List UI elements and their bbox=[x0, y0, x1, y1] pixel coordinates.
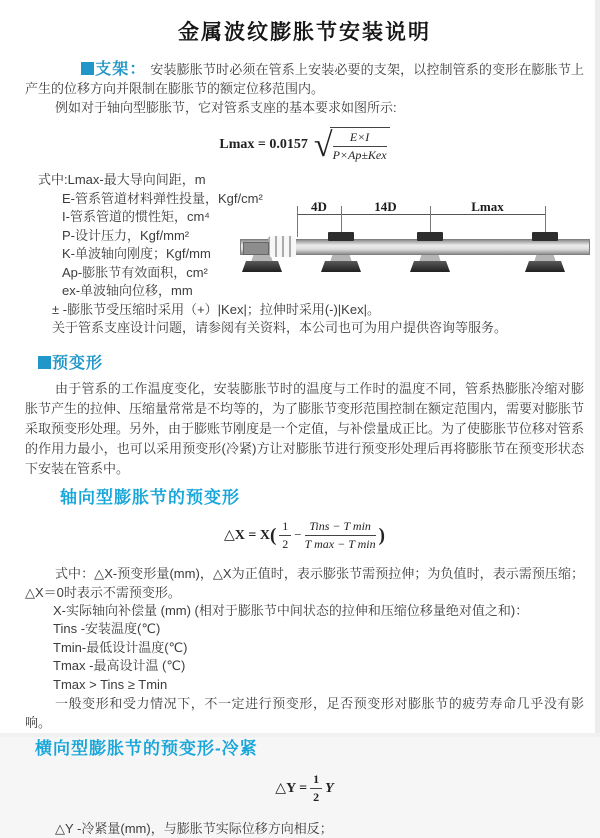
axial-item: Tmin-最低设计温度(℃) bbox=[53, 639, 188, 655]
blue-square-icon bbox=[81, 62, 94, 75]
axial-item: Tins -安装温度(℃) bbox=[53, 621, 161, 636]
fraction-denominator: 2 bbox=[282, 536, 289, 551]
fraction-numerator: 1 bbox=[310, 772, 322, 789]
lateral-subsection-heading: 横向型膨胀节的预变形-冷紧 bbox=[35, 739, 258, 758]
blue-square-icon bbox=[38, 356, 51, 369]
support-base bbox=[242, 261, 282, 272]
lmax-formula-numerator: E×I bbox=[333, 130, 387, 147]
lmax-formula-denominator: P×Ap±Kex bbox=[332, 148, 387, 162]
axial-formula bbox=[25, 519, 584, 552]
where-line: 式中:Lmax-最大导向间距，m bbox=[38, 172, 206, 187]
lateral-formula-lhs: △Y = bbox=[275, 781, 308, 796]
fraction-numerator: Tins − T min bbox=[305, 519, 376, 536]
half-fraction bbox=[279, 519, 291, 552]
support-example-line: 例如对于轴向型膨胀节，它对管系支座的基本要求如图所示: bbox=[55, 100, 397, 115]
pipe-clamp bbox=[417, 232, 443, 241]
lmax-formula-radicand bbox=[330, 127, 390, 163]
definition-item: ex-单波轴向位移，mm bbox=[62, 283, 193, 298]
dim-label-4d: 4D bbox=[311, 199, 327, 214]
pipe-clamp bbox=[532, 232, 558, 241]
support-base bbox=[525, 261, 565, 272]
pipe-clamp bbox=[328, 232, 354, 241]
lateral-formula bbox=[25, 772, 584, 805]
definition-item: Ap-膨胀节有效面积，cm² bbox=[62, 264, 208, 280]
definition-item: I-管系管道的惯性矩，cm⁴ bbox=[62, 209, 210, 224]
lateral-formula-rhs: Y bbox=[325, 780, 334, 796]
axial-where-paragraph: 式中：△X-预变形量(mm)，△X为正值时，表示膨张节需预拉伸；为负值时，表示需预压缩；△X＝0时表示不需预变形。 bbox=[25, 565, 584, 600]
lateral-note-line: △Y -冷紧量(mm)，与膨胀节实际位移方向相反； bbox=[55, 821, 333, 836]
radical-sign-icon: √ bbox=[313, 127, 333, 164]
half-fraction bbox=[310, 772, 322, 805]
definition-item: K-单波轴向刚度；Kgf/mm bbox=[62, 246, 211, 261]
axial-formula-lhs: △X = X bbox=[224, 527, 270, 543]
definition-item: P-设计压力，Kgf/mm² bbox=[62, 227, 190, 243]
definition-item: E-管系管道材料弹性投量，Kgf/cm² bbox=[62, 190, 263, 206]
support-section-heading: 支架： bbox=[95, 61, 147, 78]
page-title: 金属波纹膨胀节安装说明 bbox=[178, 21, 431, 44]
preform-body-paragraph: 由于管系的工作温度变化，安装膨胀节时的温度与工作时的温度不同，管系热膨胀冷缩对膨胀节产生的拉伸、压缩量常常是不均等的，为了膨胀节变形范围控制在额定范围内，需要对膨胀节采取预变形处理。另外，由于膨账节刚度是一个定值，与补偿量成正比。为了使膨胀节位移对管系的作用力最小，也可以采用预变形(冷紧)方让对膨胀节进行预变形处理后再将膨胀节在预变形状态下安装在管系中。 bbox=[25, 380, 585, 476]
support-base bbox=[410, 261, 450, 272]
definitions-and-diagram bbox=[25, 171, 584, 338]
support-intro-text: 安装膨胀节时必须在管系上安装必要的支架，以控制管系的变形在膨胀节上产生的位移方向并限制在膨胀节的额定位移范围内。 bbox=[25, 62, 584, 96]
open-paren: ( bbox=[269, 524, 277, 546]
scan-edge-bottom bbox=[0, 733, 600, 737]
lmax-formula-fraction bbox=[333, 130, 387, 163]
axial-note-line: 一般变形和受力情况下，不一定进行预变形，足否预变形对膨胀节的疲劳寿命几乎没有影响。 bbox=[25, 696, 584, 730]
preform-section-heading-row bbox=[38, 350, 584, 373]
scan-edge-right bbox=[595, 0, 600, 737]
plus-minus-rule-line: ± -膨胀节受压缩时采用（+）|Kex|；拉伸时采用(-)|Kex|。 bbox=[52, 301, 380, 317]
support-intro-paragraph bbox=[25, 60, 584, 98]
fraction-numerator: 1 bbox=[279, 519, 291, 536]
dim-label-lmax: Lmax bbox=[471, 199, 504, 214]
pipe-support-diagram bbox=[238, 198, 590, 284]
support-base bbox=[321, 261, 361, 272]
axial-item: X-实际轴向补偿量 (mm) (相对于膨胀节中间状态的拉伸和压缩位移量绝对值之和)： bbox=[53, 602, 529, 618]
minus-operator: − bbox=[294, 527, 302, 542]
preform-section-heading: 预变形 bbox=[52, 354, 104, 372]
lmax-formula-lhs: Lmax = 0.0157 bbox=[219, 137, 308, 152]
axial-item: Tmax > Tins ≥ Tmin bbox=[53, 676, 168, 692]
temperature-fraction bbox=[305, 519, 376, 552]
consult-line: 关于管系支座设计问题，请参阅有关资料，本公司也可为用户提供咨询等服务。 bbox=[52, 320, 508, 335]
dim-label-14d: 14D bbox=[374, 199, 397, 214]
fraction-denominator: 2 bbox=[313, 790, 320, 804]
bellows-icon bbox=[268, 236, 296, 257]
axial-subsection-heading: 轴向型膨胀节的预变形 bbox=[60, 487, 240, 507]
close-paren: ) bbox=[378, 524, 385, 546]
lmax-formula bbox=[25, 127, 584, 163]
axial-item: Tmax -最高设计温 (℃) bbox=[53, 658, 186, 673]
anchor-block bbox=[243, 242, 269, 255]
fraction-denominator: T max − T min bbox=[304, 536, 376, 551]
